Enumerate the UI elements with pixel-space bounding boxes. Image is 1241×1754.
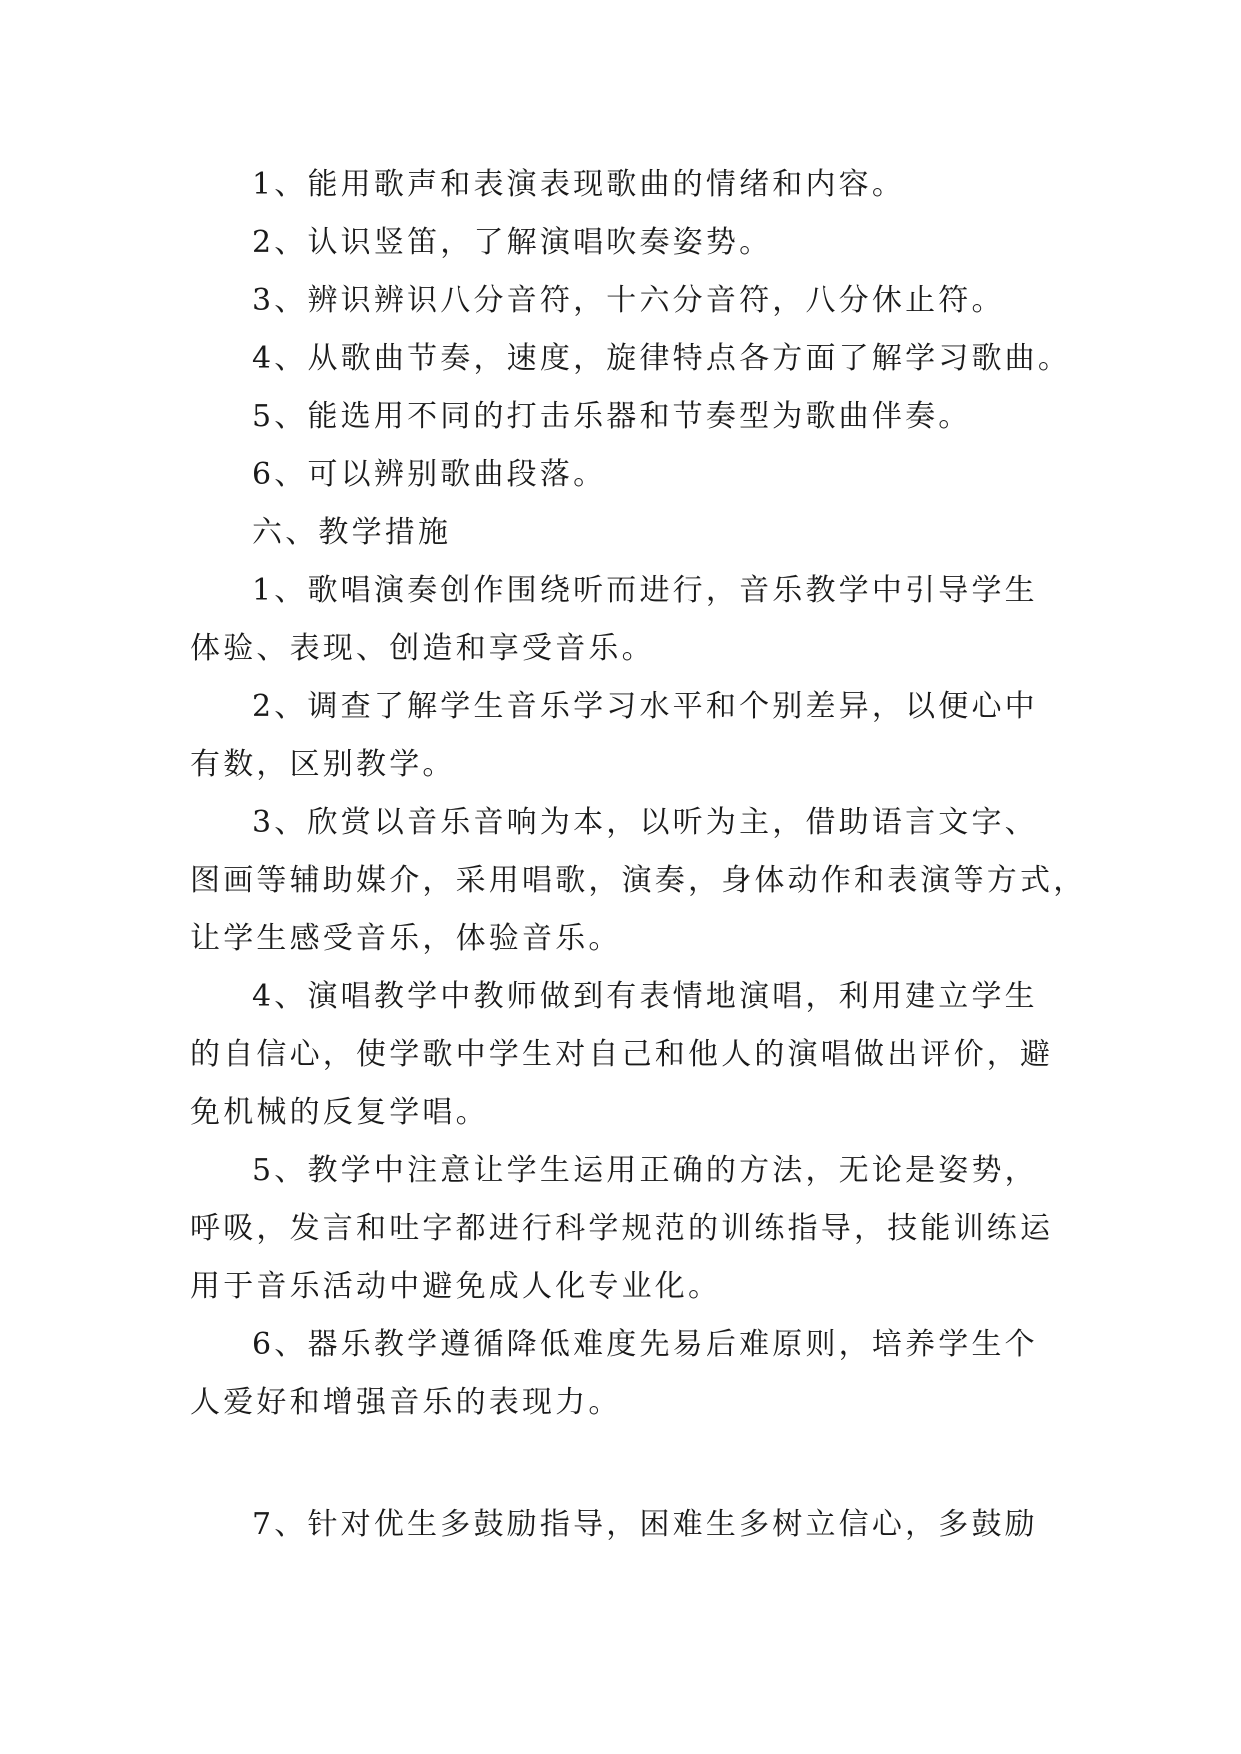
paragraph-line: 用于音乐活动中避免成人化专业化。 bbox=[190, 1269, 722, 1304]
paragraph-line: 让学生感受音乐，体验音乐。 bbox=[190, 921, 622, 956]
paragraph-line: 2、调查了解学生音乐学习水平和个别差异，以便心中 bbox=[252, 689, 1038, 724]
list-item-2: 2、认识竖笛，了解演唱吹奏姿势。 bbox=[252, 225, 773, 260]
paragraph-line: 6、器乐教学遵循降低难度先易后难原则，培养学生个 bbox=[252, 1327, 1038, 1362]
paragraph-line: 5、教学中注意让学生运用正确的方法，无论是姿势， bbox=[252, 1153, 1038, 1188]
paragraph-line: 4、演唱教学中教师做到有表情地演唱，利用建立学生 bbox=[252, 979, 1038, 1014]
paragraph-line: 人爱好和增强音乐的表现力。 bbox=[190, 1385, 622, 1420]
paragraph-line: 体验、表现、创造和享受音乐。 bbox=[190, 631, 655, 666]
list-item-5: 5、能选用不同的打击乐器和节奏型为歌曲伴奏。 bbox=[252, 399, 972, 434]
section-heading: 六、教学措施 bbox=[252, 515, 452, 550]
paragraph-line: 3、欣赏以音乐音响为本，以听为主，借助语言文字、 bbox=[252, 805, 1038, 840]
list-item-6: 6、可以辨别歌曲段落。 bbox=[252, 457, 607, 492]
list-item-1: 1、能用歌声和表演表现歌曲的情绪和内容。 bbox=[252, 167, 906, 202]
paragraph-line: 图画等辅助媒介，采用唱歌，演奏，身体动作和表演等方式， bbox=[190, 863, 1087, 898]
paragraph-line: 的自信心，使学歌中学生对自己和他人的演唱做出评价，避 bbox=[190, 1037, 1054, 1072]
paragraph-line: 呼吸，发言和吐字都进行科学规范的训练指导，技能训练运 bbox=[190, 1211, 1054, 1246]
list-item-4: 4、从歌曲节奏，速度，旋律特点各方面了解学习歌曲。 bbox=[252, 341, 1072, 376]
paragraph-line: 免机械的反复学唱。 bbox=[190, 1095, 489, 1130]
paragraph-line: 1、歌唱演奏创作围绕听而进行，音乐教学中引导学生 bbox=[252, 573, 1038, 608]
list-item-3: 3、辨识辨识八分音符，十六分音符，八分休止符。 bbox=[252, 283, 1005, 318]
paragraph-line: 7、针对优生多鼓励指导，困难生多树立信心，多鼓励 bbox=[252, 1507, 1038, 1542]
paragraph-line: 有数，区别教学。 bbox=[190, 747, 456, 782]
